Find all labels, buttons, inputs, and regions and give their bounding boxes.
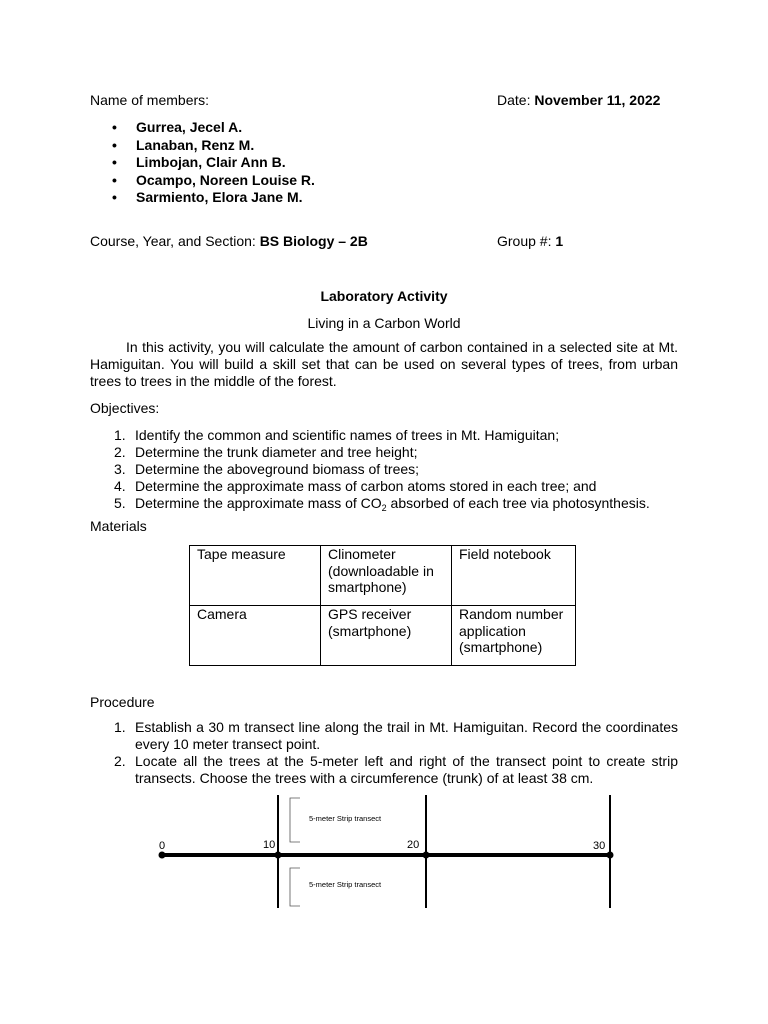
transect-point-10: [275, 852, 282, 859]
activity-subtitle: [90, 315, 678, 331]
table-cell: Clinometer (downloadable in smartphone): [321, 546, 452, 606]
intro-paragraph: [90, 339, 678, 390]
strip-bracket-bottom: [290, 868, 300, 906]
table-cell: Field notebook: [452, 546, 576, 606]
procedure-heading: [90, 694, 678, 711]
label-30: 30: [593, 840, 606, 852]
procedure-text: Establish a 30 m transect line along the trail in Mt. Hamiguitan. Record the coordinates every 10 meter transect point.: [135, 719, 678, 752]
member-item: • Lanaban, Renz M.: [90, 137, 315, 155]
objective-text: absorbed of each tree via photosynthesis.: [386, 495, 650, 511]
date-field: [497, 92, 660, 109]
table-cell: Tape measure: [190, 546, 321, 606]
objective-text: Determine the approximate mass of CO: [135, 495, 382, 511]
group-value: 1: [555, 233, 564, 249]
procedure-heading-text: Procedure: [90, 694, 155, 710]
transect-point-20: [423, 852, 430, 859]
objective-item: 2. Determine the trunk diameter and tree height;: [114, 444, 418, 460]
objective-item: 5. Determine the approximate mass of $CO_2$ absorbed of each tree via photosynthesis.: [114, 495, 650, 513]
strip-bracket-top: [290, 798, 300, 842]
subscript: 2: [381, 503, 387, 513]
group-label: Group #:: [497, 233, 552, 249]
table-row: [190, 606, 576, 666]
objectives-list: [90, 427, 678, 512]
activity-subtitle-text: Living in a Carbon World: [307, 315, 461, 331]
objectives-heading: [90, 400, 678, 417]
course-value: BS Biology – 2B: [259, 233, 368, 249]
materials-heading: [90, 518, 678, 535]
transect-point-30: [607, 852, 614, 859]
procedure-item: 2. Locate all the trees at the 5-meter left and right of the transect point to create strip transects. Choose the trees with a circumference (trunk) of at least 38 cm.: [114, 753, 678, 786]
label-0: 0: [159, 840, 166, 852]
group-field: [497, 233, 563, 250]
course-label: Course, Year, and Section:: [90, 233, 256, 249]
objective-item: 1. Identify the common and scientific names of trees in Mt. Hamiguitan;: [114, 427, 560, 443]
transect-point-0: [159, 852, 166, 859]
member-item: • Sarmiento, Elora Jane M.: [90, 189, 315, 207]
objective-text: Determine the approximate mass of carbon atoms stored in each tree; and: [135, 478, 597, 494]
members-label: Name of members:: [90, 92, 210, 108]
objective-text: Identify the common and scientific names of trees in Mt. Hamiguitan;: [135, 427, 560, 443]
table-cell: Camera: [190, 606, 321, 666]
materials-table: [189, 545, 576, 666]
objectives-heading-text: Objectives:: [90, 400, 160, 416]
materials-heading-text: Materials: [90, 518, 147, 534]
label-10: 10: [263, 839, 276, 851]
table-cell: GPS receiver (smartphone): [321, 606, 452, 666]
member-item: • Gurrea, Jecel A.: [90, 119, 315, 137]
activity-title: [90, 288, 678, 304]
label-20: 20: [407, 839, 420, 851]
objective-item: 3. Determine the aboveground biomass of trees;: [114, 461, 420, 477]
date-label: Date:: [497, 92, 531, 108]
members-list: [90, 119, 315, 207]
activity-title-text: Laboratory Activity: [320, 288, 448, 304]
course-row: [90, 233, 678, 250]
strip-label-top: 5-meter Strip transect: [309, 814, 382, 823]
member-item: • Limbojan, Clair Ann B.: [90, 154, 315, 172]
procedure-list: [90, 719, 678, 787]
objective-text: Determine the trunk diameter and tree height;: [135, 444, 418, 460]
strip-label-bottom: 5-meter Strip transect: [309, 880, 382, 889]
objective-text: Determine the aboveground biomass of trees;: [135, 461, 420, 477]
table-row: [190, 546, 576, 606]
table-cell: Random number application (smartphone): [452, 606, 576, 666]
objective-item: 4. Determine the approximate mass of carbon atoms stored in each tree; and: [114, 478, 597, 494]
member-item: • Ocampo, Noreen Louise R.: [90, 172, 315, 190]
procedure-item: 1. Establish a 30 m transect line along the trail in Mt. Hamiguitan. Record the coordinates every 10 meter transect point.: [114, 719, 678, 752]
date-value: November 11, 2022: [534, 92, 661, 108]
intro-text: In this activity, you will calculate the amount of carbon contained in a selected site at Mt. Hamiguitan. You will build a skill set that can be used on several types of trees, from urban trees to trees in the middle of the forest.: [90, 339, 678, 389]
transect-diagram: [0, 790, 768, 915]
procedure-text: Locate all the trees at the 5-meter left and right of the transect point to create strip transects. Choose the trees with a circumference (trunk) of at least 38 cm.: [135, 753, 678, 786]
